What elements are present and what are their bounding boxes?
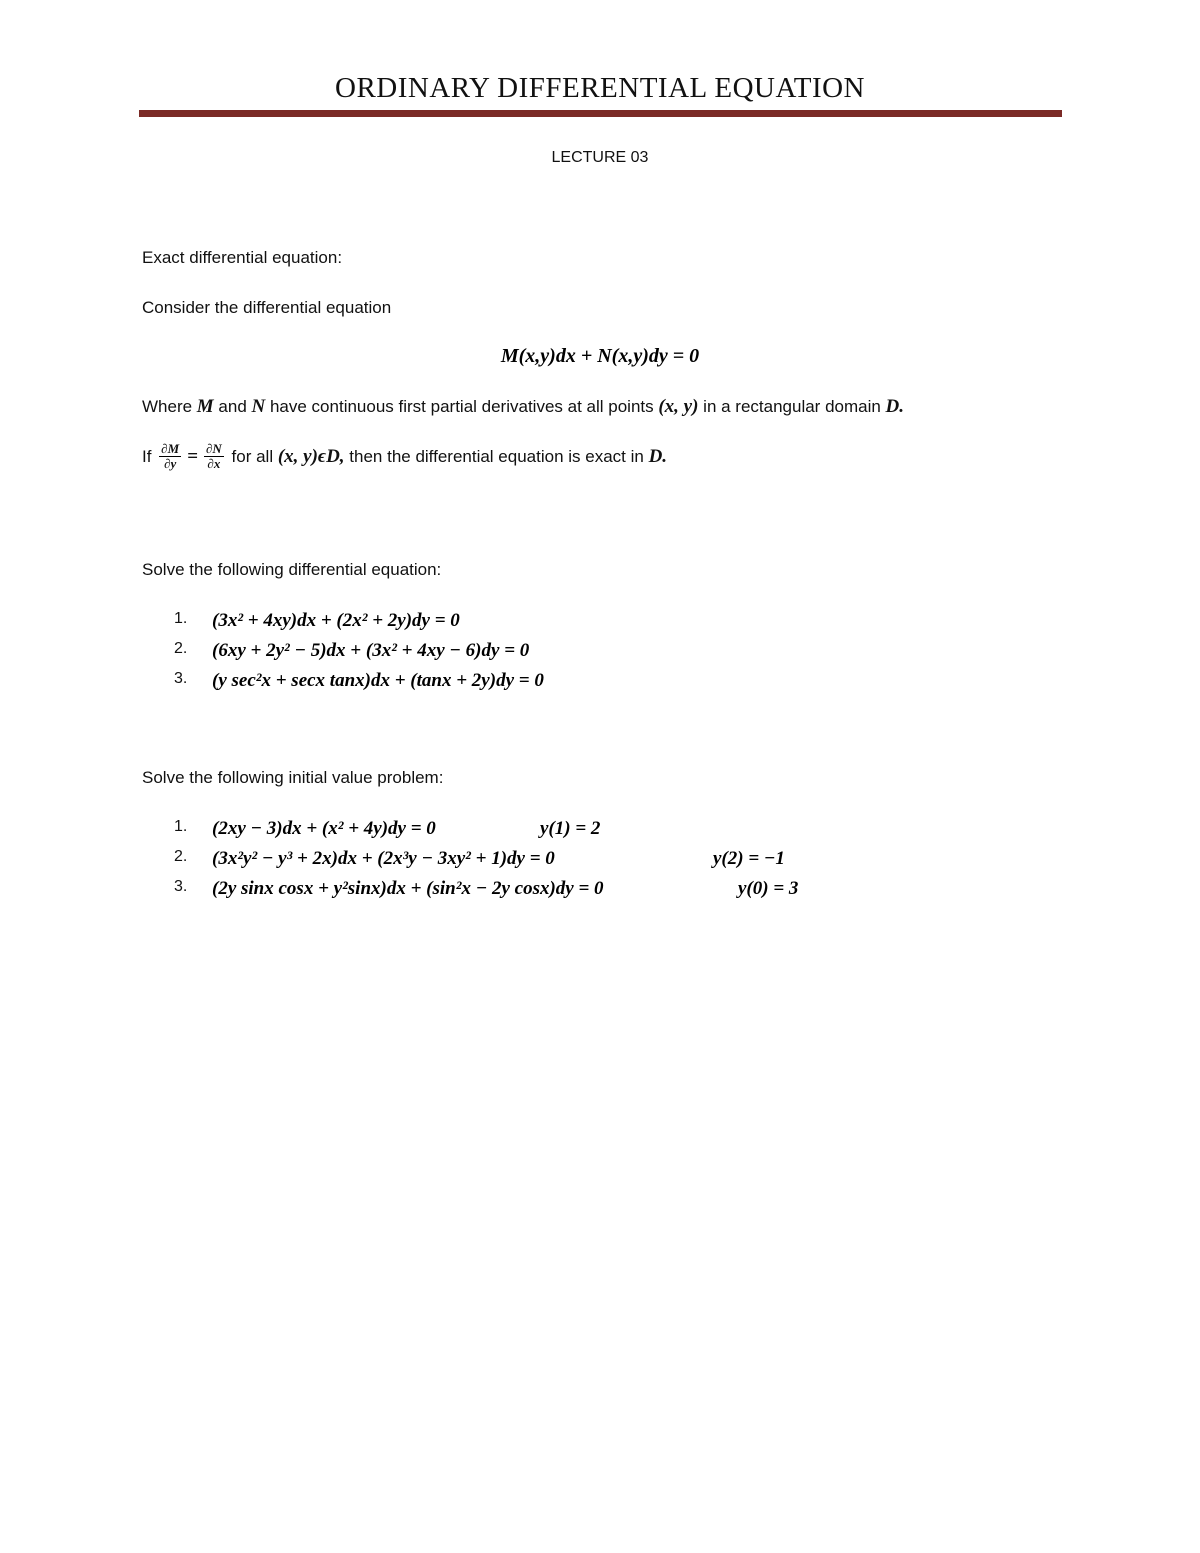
list-marker: 3. bbox=[174, 670, 188, 687]
list-marker: 1. bbox=[174, 610, 188, 627]
if-text-3: then the differential equation is exact in bbox=[344, 446, 649, 466]
symbol-d-end: D. bbox=[648, 445, 668, 467]
domain-condition: (x, y)ϵD, bbox=[277, 445, 345, 467]
lecture-label: LECTURE 03 bbox=[551, 149, 649, 166]
initial-condition: y(0) = 3 bbox=[738, 878, 799, 899]
initial-condition: y(2) = −1 bbox=[713, 848, 785, 869]
section-heading-exact: Exact differential equation: bbox=[142, 248, 343, 267]
equation-expression: (3x²y² − y³ + 2x)dx + (2x³y − 3xy² + 1)dy = 0 bbox=[212, 848, 555, 869]
list-marker: 1. bbox=[174, 818, 188, 835]
list-marker: 2. bbox=[174, 640, 188, 657]
if-paragraph bbox=[142, 442, 667, 471]
consider-text: Consider the differential equation bbox=[142, 298, 392, 317]
where-text-4: in a rectangular domain bbox=[698, 397, 886, 416]
partial-m-over-y bbox=[159, 442, 181, 471]
equation-expression: (6xy + 2y² − 5)dx + (3x² + 4xy − 6)dy = 0 bbox=[212, 640, 530, 661]
section-heading-ivp: Solve the following initial value problem: bbox=[142, 768, 444, 787]
symbol-m: M bbox=[196, 396, 214, 417]
page-header-title: ORDINARY DIFFERENTIAL EQUATION bbox=[335, 72, 865, 104]
symbol-d: D. bbox=[885, 396, 905, 417]
frac1-numerator: ∂M bbox=[161, 441, 180, 456]
main-equation: M(x,y)dx + N(x,y)dy = 0 bbox=[500, 345, 700, 367]
symbol-n: N bbox=[251, 396, 266, 417]
where-paragraph bbox=[142, 396, 904, 418]
equals-sign: = bbox=[187, 445, 198, 467]
frac2-numerator: ∂N bbox=[205, 441, 222, 456]
where-text-1: Where bbox=[142, 397, 197, 416]
partial-n-over-x bbox=[204, 442, 224, 471]
header-divider bbox=[139, 110, 1062, 117]
symbol-xy: (x, y) bbox=[658, 396, 699, 417]
where-text-3: have continuous first partial derivatives at all points bbox=[265, 397, 659, 416]
equation-expression: (2y sinx cosx + y²sinx)dx + (sin²x − 2y cosx)dy = 0 bbox=[212, 878, 604, 899]
frac2-denominator: ∂x bbox=[207, 456, 221, 471]
if-text-2: for all bbox=[226, 446, 278, 466]
equation-expression: (y sec²x + secx tanx)dx + (tanx + 2y)dy = 0 bbox=[212, 670, 544, 691]
list-marker: 2. bbox=[174, 848, 188, 865]
where-text-2: and bbox=[213, 397, 252, 416]
frac1-denominator: ∂y bbox=[164, 456, 177, 471]
list-marker: 3. bbox=[174, 878, 188, 895]
equation-expression: (3x² + 4xy)dx + (2x² + 2y)dy = 0 bbox=[212, 610, 460, 631]
if-text-1: If bbox=[142, 446, 157, 466]
equation-expression: (2xy − 3)dx + (x² + 4y)dy = 0 bbox=[212, 818, 436, 839]
initial-condition: y(1) = 2 bbox=[540, 818, 601, 839]
section-heading-solve: Solve the following differential equation: bbox=[142, 560, 442, 579]
